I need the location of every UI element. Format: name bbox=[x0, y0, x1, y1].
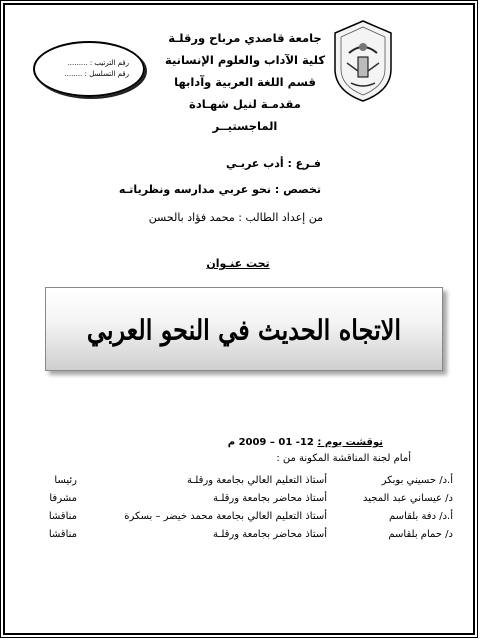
serial-number-field: رقم الترتيب : ......... bbox=[67, 59, 129, 67]
thesis-title-box bbox=[45, 287, 443, 371]
department-name: قسم اللغة العربية وآدابها bbox=[174, 75, 316, 89]
committee-member bbox=[5, 511, 477, 527]
degree-name: الماجستيــر bbox=[212, 119, 278, 133]
discussion-label: نوقشت يوم : bbox=[317, 437, 383, 448]
committee-intro: أمام لجنة المناقشة المكونة من : bbox=[276, 453, 411, 464]
member-name: أ.د/ دفة بلقاسم bbox=[389, 511, 453, 522]
faculty-name: كلية الآداب والعلوم الإنسانية bbox=[164, 53, 326, 67]
prepared-by-line: من إعداد الطالب : محمد فؤاد بالحسن bbox=[148, 211, 323, 224]
member-name: أ.د/ حسيني بوبكر bbox=[381, 475, 453, 486]
committee-member bbox=[5, 475, 477, 491]
thesis-cover-page bbox=[3, 3, 475, 635]
branch-line: فـرع : أدب عربـي bbox=[225, 157, 321, 170]
discussion-date-line bbox=[228, 437, 383, 448]
sequence-number-field: رقم التسلسل : ........ bbox=[64, 70, 129, 78]
specialization-line: تخصص : نحو عربي مدارسه ونظرياتـه bbox=[118, 183, 321, 196]
reference-number-box bbox=[33, 41, 145, 97]
member-position: أستاذ التعليم العالي بجامعة محمد خيضر – بسكرة bbox=[124, 511, 327, 522]
member-role: مناقشا bbox=[48, 511, 77, 522]
university-emblem-icon bbox=[331, 19, 395, 103]
under-title-label: تحت عنـوان bbox=[206, 257, 270, 270]
member-role: رئيسا bbox=[54, 475, 77, 486]
member-position: أستاذ محاضر بجامعة ورقلـة bbox=[213, 529, 327, 540]
member-role: مشرفا bbox=[49, 493, 77, 504]
institution-header bbox=[155, 27, 335, 137]
thesis-type: مقدمـة لنيل شهـادة bbox=[189, 97, 301, 111]
committee-member bbox=[5, 493, 477, 509]
university-name: جامعة قاصدي مرباح ورقلـة bbox=[168, 31, 322, 45]
discussion-date: 12- 01 – 2009 م bbox=[227, 437, 314, 448]
thesis-title: الاتجاه الحديث في النحو العربي bbox=[86, 312, 402, 346]
member-name: د/ عيساني عبد المجيد bbox=[363, 493, 453, 504]
member-position: أستاذ محاضر بجامعة ورقلـة bbox=[213, 493, 327, 504]
member-name: د/ حمام بلقاسم bbox=[388, 529, 453, 540]
member-role: مناقشا bbox=[48, 529, 77, 540]
committee-member bbox=[5, 529, 477, 545]
member-position: أستاذ التعليم العالي بجامعة ورقلـة bbox=[187, 475, 327, 486]
